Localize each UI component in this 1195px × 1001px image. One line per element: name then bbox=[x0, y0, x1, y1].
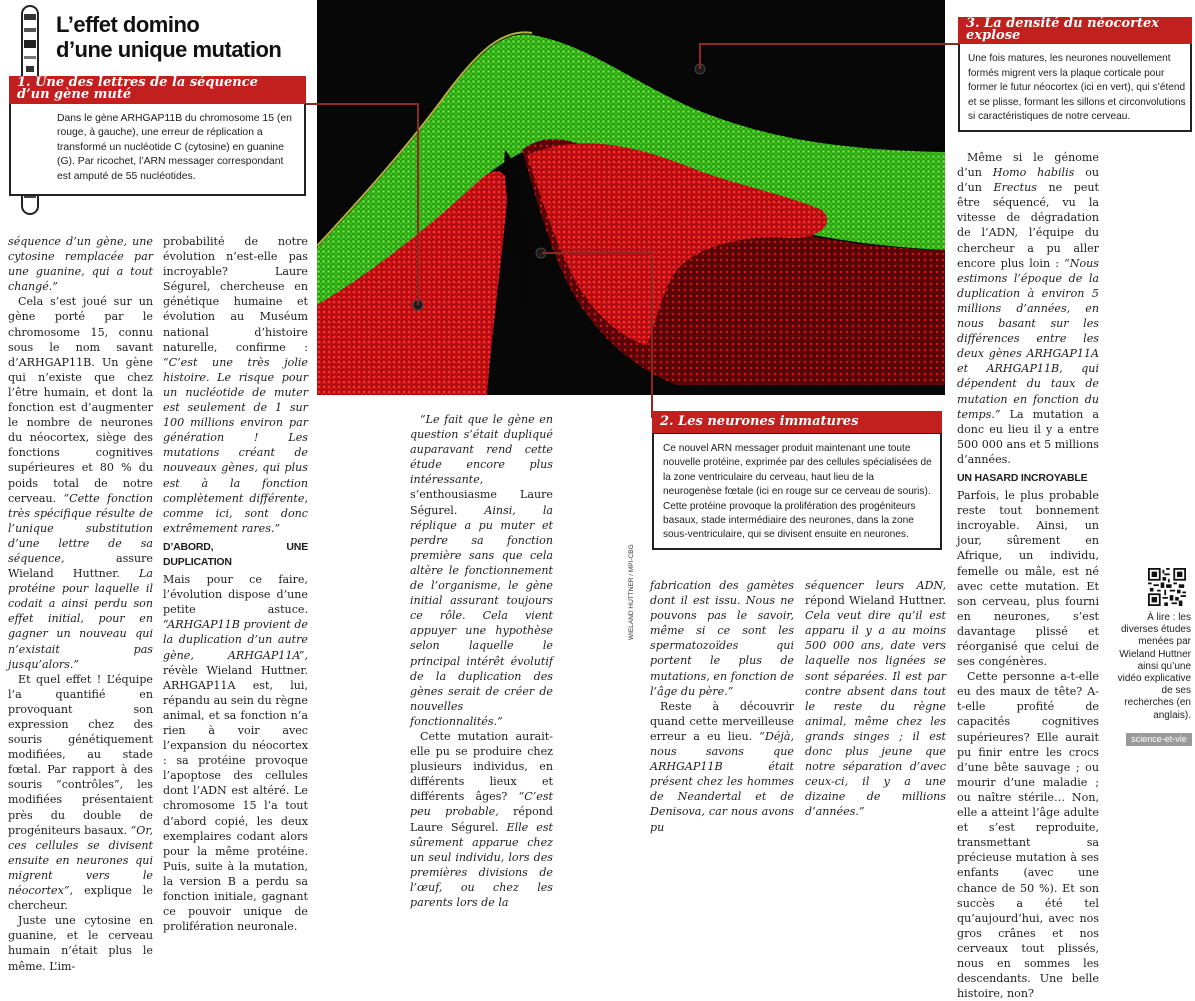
col2-p2: Mais pour ce faire, l’évolution dispose d’une petite astuce. bbox=[163, 573, 308, 617]
callout-1-text: Dans le gène ARHGAP11B du chromosome 15 (en rouge, à gauche), une erreur de réplication a transformé un nucléotide C (cytosine) en guanine (G). Par ricochet, l’ARN messager correspondant est amputé de 55 nucléotides. bbox=[57, 113, 292, 182]
col4-p2: Reste à découvrir quand cette merveilleuse erreur a eu lieu. bbox=[650, 699, 794, 743]
col5-p1-quote: Cela veut dire qu’il est apparu il y a au moins 500 000 ans, date vers laquelle nos lignées se sont séparées. Il est par contre absent dans tout le reste du règne animal, même chez les grands singes ; il est donc plus jeune que notre séparation d’avec ceux-ci, il y a une dizaine de millions d’années.” bbox=[805, 609, 946, 819]
title-line-1: L’effet domino bbox=[56, 12, 200, 37]
col6-p2: Parfois, le plus probable reste tout bonnement incroyable. Ainsi, un jour, sûrement en Afrique, un individu, femelle ou mâle, est né avec cette mutation. Et son cerveau, plus fourni en neurones, s’est davantage plissé et réorganisé que celui de ses congénères. bbox=[957, 489, 1099, 669]
callout-1-heading bbox=[9, 76, 306, 104]
col3-p1-quote-2: Ainsi, la réplique a pu muter et perdre sa fonction première sans que cela altère le fonctionnement de l’organisme, le gène initial assurant toujours ce rôle. Cela vient appuyer une hypothèse selon laquelle le principal intérêt évolutif de la duplication des gènes serait de créer de nouvelles fonctionnalités.” bbox=[410, 503, 553, 728]
column-2 bbox=[163, 234, 308, 934]
col6-p1-italic: Homo habilis bbox=[992, 166, 1075, 180]
column-1 bbox=[8, 234, 153, 974]
callout-2-text: Ce nouvel ARN messager produit maintenant une toute nouvelle protéine, exprimée par des cellules spécialisées de la zone ventriculaire du cerveau, haut lieu de la neurogenèse fœtale (ici en rouge sur ce cerveau de souris). Cette protéine provoque la prolifération des progéniteurs basaux, stade intermédiaire des neurones, dans la zone sous-ventriculaire, qui se divisent ensuite en neurones. bbox=[663, 443, 932, 541]
col3-p2-quote: “C’est peu probable, bbox=[410, 790, 553, 819]
sidebar-text: À lire : les diverses études menées par Wieland Huttner ainsi qu’une vidéo explicative de ses recherches (en anglais). bbox=[1117, 612, 1191, 721]
col3-p1-quote: “Le fait que le gène en question s’était dupliqué auparavant rend cette étude encore plus intéressante, bbox=[410, 413, 553, 487]
callout-1-heading-line-1: 1. Une des lettres de la séquence bbox=[17, 76, 258, 90]
col1-p1: séquence d’un gène, une cytosine remplacée par une guanine, qui a tout changé.” bbox=[8, 235, 153, 294]
col5-p1: séquencer leurs ADN, bbox=[805, 579, 946, 592]
col1-p3: Et quel effet ! L’équipe l’a quantifié en provoquant son expression chez des souris génétiquement modifiées, au stade fœtal. Par rapport à des souris “contrôles”, les modifiées présentaient près du double de progéniteurs basaux. bbox=[8, 672, 153, 837]
col6-p1-italic-2: Erectus bbox=[993, 181, 1037, 195]
col6-p1: Même si le génome d’un bbox=[957, 151, 1099, 180]
col3-p1-b: s’enthousiasme Laure Ségurel. bbox=[410, 488, 553, 517]
callout-3-heading bbox=[958, 17, 1192, 44]
callout-3-heading-line-2: explose bbox=[966, 28, 1021, 43]
callout-1-heading-line-2: d’un gène muté bbox=[17, 87, 132, 102]
col4-p1-quote: fabrication des gamètes dont il est issu. Nous ne pouvons pas le savoir, même si ce sont les spermatozoïdes qui portent le plus de mutations, en fonction de l’âge du père.” bbox=[650, 579, 794, 698]
col2-subheading: D’ABORD, UNE DUPLICATION bbox=[163, 540, 308, 568]
column-4 bbox=[650, 578, 794, 835]
sidebar-tag[interactable]: science-et-vie bbox=[1126, 733, 1192, 746]
col1-p2-quote-2: La protéine pour laquelle il codait a ainsi perdu son effet initial, pour en gagner un nouveau qui n’existait pas jusqu’alors.” bbox=[8, 567, 154, 671]
callout-2-heading-text: 2. Les neurones immatures bbox=[660, 414, 859, 429]
callout-2-heading bbox=[652, 411, 942, 433]
col1-p4: Juste une cytosine en guanine, et le cerveau humain n’était plus le même. L’im- bbox=[8, 914, 153, 973]
col6-p1-c: ou d’un bbox=[957, 166, 1100, 195]
col6-p1-e: La mutation a donc eu lieu il y a entre 500 000 ans et 5 millions d’années. bbox=[957, 407, 1100, 466]
col6-p1-quote: “Nous estimons l’époque de la duplication à environ 5 millions d’années, en nous basant sur les différences entre les deux gènes ARHGAP11A et ARHGAP11B, qui dépendent du taux de mutation en fonction du temps.” bbox=[957, 256, 1099, 421]
col6-p1-d: ne peut être séquencé, vu la vitesse de dégradation de l’ADN, l’équipe du chercheur a pu aller encore plus loin : bbox=[957, 181, 1100, 270]
col1-p3-b: explique le chercheur. bbox=[8, 884, 153, 913]
photo-credit: WIELAND HUTTNER / MPI-CBG bbox=[628, 544, 635, 640]
col6-subheading: UN HASARD INCROYABLE bbox=[957, 471, 1088, 484]
callout-3-heading-line-1: 3. La densité du néocortex bbox=[966, 17, 1159, 31]
col6-p3: Cette personne a-t-elle eu des maux de tête? A-t-elle profité de capacités cognitives supérieures? Elle aurait pu finir entre les crocs d’une bête sauvage ; ou mourir d’une maladie ; ou naître stérile… Non, elle a atteint l’âge adulte et s’est reproduite, transmettant sa précieuse mutation à ses enfants (avec une chance de 50 %). Et son succès a été tel qu’aujourd’hui, avec nos gros crânes et nos cerveaux tout plissés, nous en sommes les descendants. Une belle histoire, non? bbox=[957, 670, 1099, 1001]
col5-p1-b: répond Wieland Huttner. bbox=[805, 594, 946, 608]
column-6 bbox=[957, 150, 1099, 1001]
qr-code-icon[interactable] bbox=[1148, 568, 1186, 606]
title-line-2: d’une unique mutation bbox=[56, 37, 282, 62]
col2-p2-b: révèle Wieland Huttner. ARHGAP11A est, lui, répandu au sein du règne animal, et sa fonction n’a rien à voir avec l’expansion du néocortex : sa protéine provoque l’apoptose des cellules dont l’ADN est altéré. Le chromosome 15 l’a tout d’abord copié, les deux exemplaires codant alors pour la même protéine. Puis, suite à la mutation, la version B a perdu sa fonction initiale, gagnant ce pouvoir unique de prolifération neuronale. bbox=[163, 663, 308, 934]
col1-p2: Cela s’est joué sur un gène porté par le chromosome 15, connu sous le nom savant d’ARHGAP11B. Un gène qui n’existe que chez l’être humain, et dont la fonction est d’augmenter le nombre de neurones du néocortex, siège des fonctions cognitives supérieures et 80 % du poids total de notre cerveau. bbox=[8, 295, 153, 505]
col3-p2-quote-2: Elle est sûrement apparue chez un seul individu, lors des premières divisions de l’œuf, ou chez les parents lors de la bbox=[410, 820, 553, 909]
col3-p2-b: répond Laure Ségurel. bbox=[410, 805, 553, 834]
column-3 bbox=[410, 412, 553, 910]
col3-p2: Cette mutation aurait-elle pu se produire chez plusieurs individus, en différents lieux et différents âges? bbox=[410, 729, 553, 804]
column-5 bbox=[805, 578, 946, 820]
col2-p2-quote: “ARHGAP11B provient de la duplication d’un autre gène, ARHGAP11A”, bbox=[163, 618, 308, 662]
col2-p1-quote: “C’est une très jolie histoire. Le risque pour un nucléotide de muter est seulement de 1 sur 100 millions environ par génération ! Les mutations créant de nouveaux gènes, qui plus est à la fonction complètement différente, comme ici, sont donc extrêmement rares.” bbox=[163, 355, 308, 535]
col4-p2-quote: “Déjà, nous savons que ARHGAP11B était présent chez les hommes de Neandertal et de Denisova, car nous avons pu bbox=[650, 729, 794, 834]
col2-p1: probabilité de notre évolution n’est-elle pas incroyable? Laure Ségurel, chercheuse en génétique humaine et évolution au Muséum national d’histoire naturelle, confirme : bbox=[163, 235, 308, 354]
col1-p2-b: assure Wieland Huttner. bbox=[8, 551, 153, 581]
col1-p2-quote: “Cette fonction très spécifique résulte de l’unique substitution d’une lettre de sa séquence, bbox=[8, 491, 153, 565]
callout-3-text: Une fois matures, les neurones nouvellement formés migrent vers la plaque corticale pour former le futur néocortex (ici en vert), qui s’étend et se plisse, formant les sillons et circonvolutions si caractéristiques de notre cerveau. bbox=[968, 53, 1186, 123]
col1-p3-quote: “Or, ces cellules se divisent ensuite en neurones qui migrent vers le néocortex”, bbox=[8, 823, 154, 898]
